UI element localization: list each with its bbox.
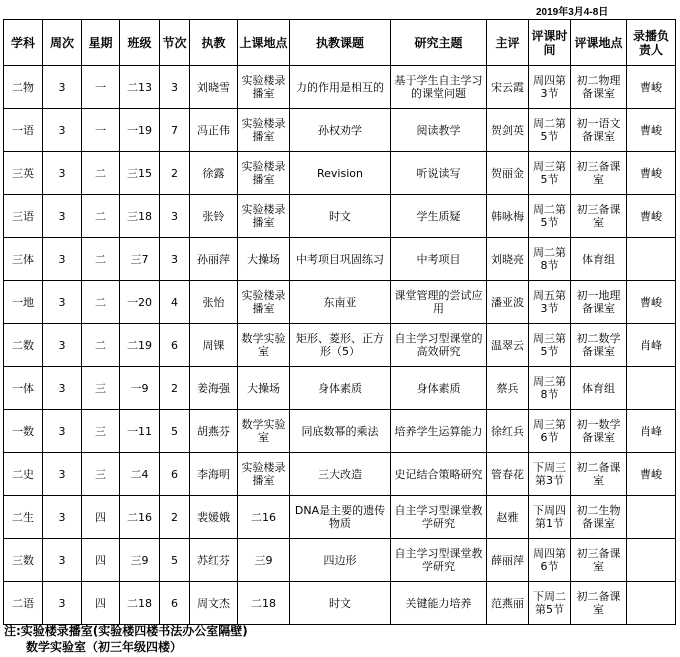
header-review-time: 评课时间	[529, 20, 571, 66]
cell-week: 3	[43, 539, 82, 582]
cell-recording-lead	[627, 238, 676, 281]
cell-period: 2	[160, 496, 190, 539]
table-row	[4, 324, 676, 367]
header-teacher: 执教	[190, 20, 238, 66]
cell-weekday: 一	[82, 66, 120, 109]
cell-weekday: 四	[82, 496, 120, 539]
cell-topic: 时文	[290, 582, 391, 625]
cell-class: 二19	[120, 324, 160, 367]
cell-teacher: 张怡	[190, 281, 238, 324]
cell-teacher: 冯正伟	[190, 109, 238, 152]
cell-research-theme: 培养学生运算能力	[391, 410, 487, 453]
cell-research-theme: 学生质疑	[391, 195, 487, 238]
cell-period: 5	[160, 539, 190, 582]
cell-reviewer: 潘亚波	[487, 281, 529, 324]
cell-period: 3	[160, 238, 190, 281]
cell-research-theme: 身体素质	[391, 367, 487, 410]
cell-weekday: 二	[82, 238, 120, 281]
cell-period: 7	[160, 109, 190, 152]
cell-review-time: 周五第3节	[529, 281, 571, 324]
cell-review-location: 初二物理备课室	[571, 66, 627, 109]
cell-week: 3	[43, 324, 82, 367]
cell-review-location: 体育组	[571, 367, 627, 410]
cell-recording-lead	[627, 367, 676, 410]
table-row	[4, 410, 676, 453]
header-row	[4, 20, 676, 66]
table-row	[4, 367, 676, 410]
cell-teacher: 张铃	[190, 195, 238, 238]
cell-weekday: 一	[82, 109, 120, 152]
cell-recording-lead	[627, 539, 676, 582]
cell-subject: 三英	[4, 152, 43, 195]
cell-reviewer: 宋云霞	[487, 66, 529, 109]
cell-location: 数学实验室	[238, 410, 290, 453]
cell-research-theme: 中考项目	[391, 238, 487, 281]
cell-subject: 二物	[4, 66, 43, 109]
cell-teacher: 苏红芬	[190, 539, 238, 582]
cell-topic: Revision	[290, 152, 391, 195]
note-line-2: 数学实验室（初三年级四楼）	[26, 640, 183, 654]
cell-teacher: 周锞	[190, 324, 238, 367]
cell-weekday: 四	[82, 539, 120, 582]
cell-recording-lead: 曹峻	[627, 109, 676, 152]
notes	[4, 623, 248, 655]
cell-review-location: 初三备课室	[571, 152, 627, 195]
cell-week: 3	[43, 66, 82, 109]
cell-location: 三9	[238, 539, 290, 582]
cell-period: 6	[160, 324, 190, 367]
cell-review-time: 周四第3节	[529, 66, 571, 109]
cell-location: 实验楼录播室	[238, 109, 290, 152]
cell-topic: 三大改造	[290, 453, 391, 496]
cell-teacher: 徐露	[190, 152, 238, 195]
cell-reviewer: 蔡兵	[487, 367, 529, 410]
cell-topic: 同底数幂的乘法	[290, 410, 391, 453]
cell-location: 实验楼录播室	[238, 453, 290, 496]
schedule-body	[4, 66, 676, 625]
cell-topic: DNA是主要的遗传物质	[290, 496, 391, 539]
cell-location: 二16	[238, 496, 290, 539]
cell-weekday: 四	[82, 582, 120, 625]
cell-recording-lead: 曹峻	[627, 281, 676, 324]
cell-location: 实验楼录播室	[238, 195, 290, 238]
table-row	[4, 66, 676, 109]
cell-subject: 一地	[4, 281, 43, 324]
cell-review-location: 初三备课室	[571, 195, 627, 238]
table-row	[4, 195, 676, 238]
cell-reviewer: 范燕丽	[487, 582, 529, 625]
cell-teacher: 裴媛娥	[190, 496, 238, 539]
cell-review-location: 初二数学备课室	[571, 324, 627, 367]
cell-week: 3	[43, 238, 82, 281]
cell-review-time: 周三第6节	[529, 410, 571, 453]
cell-class: 三15	[120, 152, 160, 195]
cell-period: 2	[160, 367, 190, 410]
cell-reviewer: 徐红兵	[487, 410, 529, 453]
cell-location: 二18	[238, 582, 290, 625]
cell-week: 3	[43, 453, 82, 496]
cell-subject: 三体	[4, 238, 43, 281]
cell-topic: 中考项目巩固练习	[290, 238, 391, 281]
cell-class: 一19	[120, 109, 160, 152]
cell-weekday: 三	[82, 367, 120, 410]
cell-subject: 一数	[4, 410, 43, 453]
cell-week: 3	[43, 367, 82, 410]
cell-subject: 三数	[4, 539, 43, 582]
cell-location: 数学实验室	[238, 324, 290, 367]
cell-reviewer: 韩咏梅	[487, 195, 529, 238]
note-line-1: 注:实验楼录播室(实验楼四楼书法办公室隔壁)	[4, 624, 248, 638]
cell-research-theme: 听说读写	[391, 152, 487, 195]
table-row	[4, 496, 676, 539]
cell-period: 3	[160, 66, 190, 109]
cell-subject: 一体	[4, 367, 43, 410]
cell-weekday: 三	[82, 453, 120, 496]
cell-research-theme: 基于学生自主学习的课堂问题	[391, 66, 487, 109]
table-row	[4, 109, 676, 152]
cell-topic: 矩形、菱形、正方形（5）	[290, 324, 391, 367]
cell-subject: 二语	[4, 582, 43, 625]
table-row	[4, 453, 676, 496]
cell-subject: 一语	[4, 109, 43, 152]
header-research-theme: 研究主题	[391, 20, 487, 66]
cell-subject: 二数	[4, 324, 43, 367]
cell-reviewer: 刘晓亮	[487, 238, 529, 281]
cell-review-time: 下周四第1节	[529, 496, 571, 539]
cell-teacher: 姜海强	[190, 367, 238, 410]
cell-review-time: 周二第5节	[529, 195, 571, 238]
cell-recording-lead: 曹峻	[627, 152, 676, 195]
cell-topic: 东南亚	[290, 281, 391, 324]
header-week: 周次	[43, 20, 82, 66]
cell-topic: 孙权劝学	[290, 109, 391, 152]
cell-class: 二18	[120, 582, 160, 625]
cell-week: 3	[43, 152, 82, 195]
cell-class: 三9	[120, 539, 160, 582]
cell-weekday: 二	[82, 195, 120, 238]
cell-research-theme: 自主学习型课堂教学研究	[391, 539, 487, 582]
cell-period: 3	[160, 195, 190, 238]
cell-class: 一20	[120, 281, 160, 324]
cell-class: 二13	[120, 66, 160, 109]
cell-recording-lead: 曹峻	[627, 66, 676, 109]
cell-weekday: 二	[82, 281, 120, 324]
cell-class: 一11	[120, 410, 160, 453]
cell-research-theme: 课堂管理的尝试应用	[391, 281, 487, 324]
cell-review-location: 初一地理备课室	[571, 281, 627, 324]
cell-subject: 二史	[4, 453, 43, 496]
cell-week: 3	[43, 281, 82, 324]
cell-review-location: 初三备课室	[571, 539, 627, 582]
header-topic: 执教课题	[290, 20, 391, 66]
cell-weekday: 二	[82, 152, 120, 195]
table-row	[4, 281, 676, 324]
cell-week: 3	[43, 582, 82, 625]
cell-review-time: 周三第5节	[529, 324, 571, 367]
cell-teacher: 李海明	[190, 453, 238, 496]
cell-class: 三18	[120, 195, 160, 238]
cell-review-time: 周三第8节	[529, 367, 571, 410]
table-row	[4, 238, 676, 281]
cell-review-time: 周二第8节	[529, 238, 571, 281]
cell-teacher: 刘晓雪	[190, 66, 238, 109]
header-weekday: 星期	[82, 20, 120, 66]
cell-week: 3	[43, 410, 82, 453]
cell-research-theme: 史记结合策略研究	[391, 453, 487, 496]
cell-location: 实验楼录播室	[238, 281, 290, 324]
cell-reviewer: 贺剑英	[487, 109, 529, 152]
cell-teacher: 周文杰	[190, 582, 238, 625]
cell-class: 一9	[120, 367, 160, 410]
cell-review-location: 初一数学备课室	[571, 410, 627, 453]
date-range: 2019年3月4-8日	[536, 7, 609, 18]
header-recording-lead: 录播负责人	[627, 20, 676, 66]
cell-review-time: 周四第6节	[529, 539, 571, 582]
cell-week: 3	[43, 195, 82, 238]
cell-class: 二4	[120, 453, 160, 496]
cell-week: 3	[43, 109, 82, 152]
header-period: 节次	[160, 20, 190, 66]
cell-location: 大操场	[238, 367, 290, 410]
cell-week: 3	[43, 496, 82, 539]
cell-topic: 时文	[290, 195, 391, 238]
cell-research-theme: 关键能力培养	[391, 582, 487, 625]
cell-reviewer: 薛丽萍	[487, 539, 529, 582]
header-review-location: 评课地点	[571, 20, 627, 66]
cell-weekday: 二	[82, 324, 120, 367]
cell-research-theme: 自主学习型课堂的高效研究	[391, 324, 487, 367]
cell-topic: 身体素质	[290, 367, 391, 410]
cell-teacher: 胡燕芬	[190, 410, 238, 453]
cell-review-location: 初二备课室	[571, 453, 627, 496]
cell-recording-lead: 肖峰	[627, 324, 676, 367]
cell-location: 实验楼录播室	[238, 152, 290, 195]
header-subject: 学科	[4, 20, 43, 66]
cell-class: 二16	[120, 496, 160, 539]
cell-class: 三7	[120, 238, 160, 281]
cell-review-location: 初一语文备课室	[571, 109, 627, 152]
cell-recording-lead: 曹峻	[627, 195, 676, 238]
cell-weekday: 三	[82, 410, 120, 453]
cell-subject: 三语	[4, 195, 43, 238]
cell-teacher: 孙丽萍	[190, 238, 238, 281]
header-reviewer: 主评	[487, 20, 529, 66]
cell-recording-lead: 曹峻	[627, 453, 676, 496]
cell-topic: 四边形	[290, 539, 391, 582]
cell-subject: 二生	[4, 496, 43, 539]
cell-location: 大操场	[238, 238, 290, 281]
table-row	[4, 582, 676, 625]
cell-period: 2	[160, 152, 190, 195]
schedule-table	[3, 19, 676, 625]
table-row	[4, 152, 676, 195]
cell-review-time: 下周三第3节	[529, 453, 571, 496]
cell-location: 实验楼录播室	[238, 66, 290, 109]
cell-reviewer: 赵雅	[487, 496, 529, 539]
cell-review-location: 体育组	[571, 238, 627, 281]
cell-reviewer: 管春花	[487, 453, 529, 496]
cell-review-time: 下周二第5节	[529, 582, 571, 625]
cell-review-time: 周三第5节	[529, 152, 571, 195]
cell-recording-lead	[627, 496, 676, 539]
cell-recording-lead: 肖峰	[627, 410, 676, 453]
cell-period: 6	[160, 453, 190, 496]
cell-period: 6	[160, 582, 190, 625]
cell-topic: 力的作用是相互的	[290, 66, 391, 109]
cell-recording-lead	[627, 582, 676, 625]
cell-period: 5	[160, 410, 190, 453]
cell-reviewer: 温翠云	[487, 324, 529, 367]
table-row	[4, 539, 676, 582]
cell-review-location: 初二生物备课室	[571, 496, 627, 539]
header-location: 上课地点	[238, 20, 290, 66]
cell-review-location: 初二备课室	[571, 582, 627, 625]
cell-research-theme: 自主学习型课堂教学研究	[391, 496, 487, 539]
header-class: 班级	[120, 20, 160, 66]
cell-review-time: 周二第5节	[529, 109, 571, 152]
cell-research-theme: 阅读教学	[391, 109, 487, 152]
cell-reviewer: 贺丽金	[487, 152, 529, 195]
cell-period: 4	[160, 281, 190, 324]
